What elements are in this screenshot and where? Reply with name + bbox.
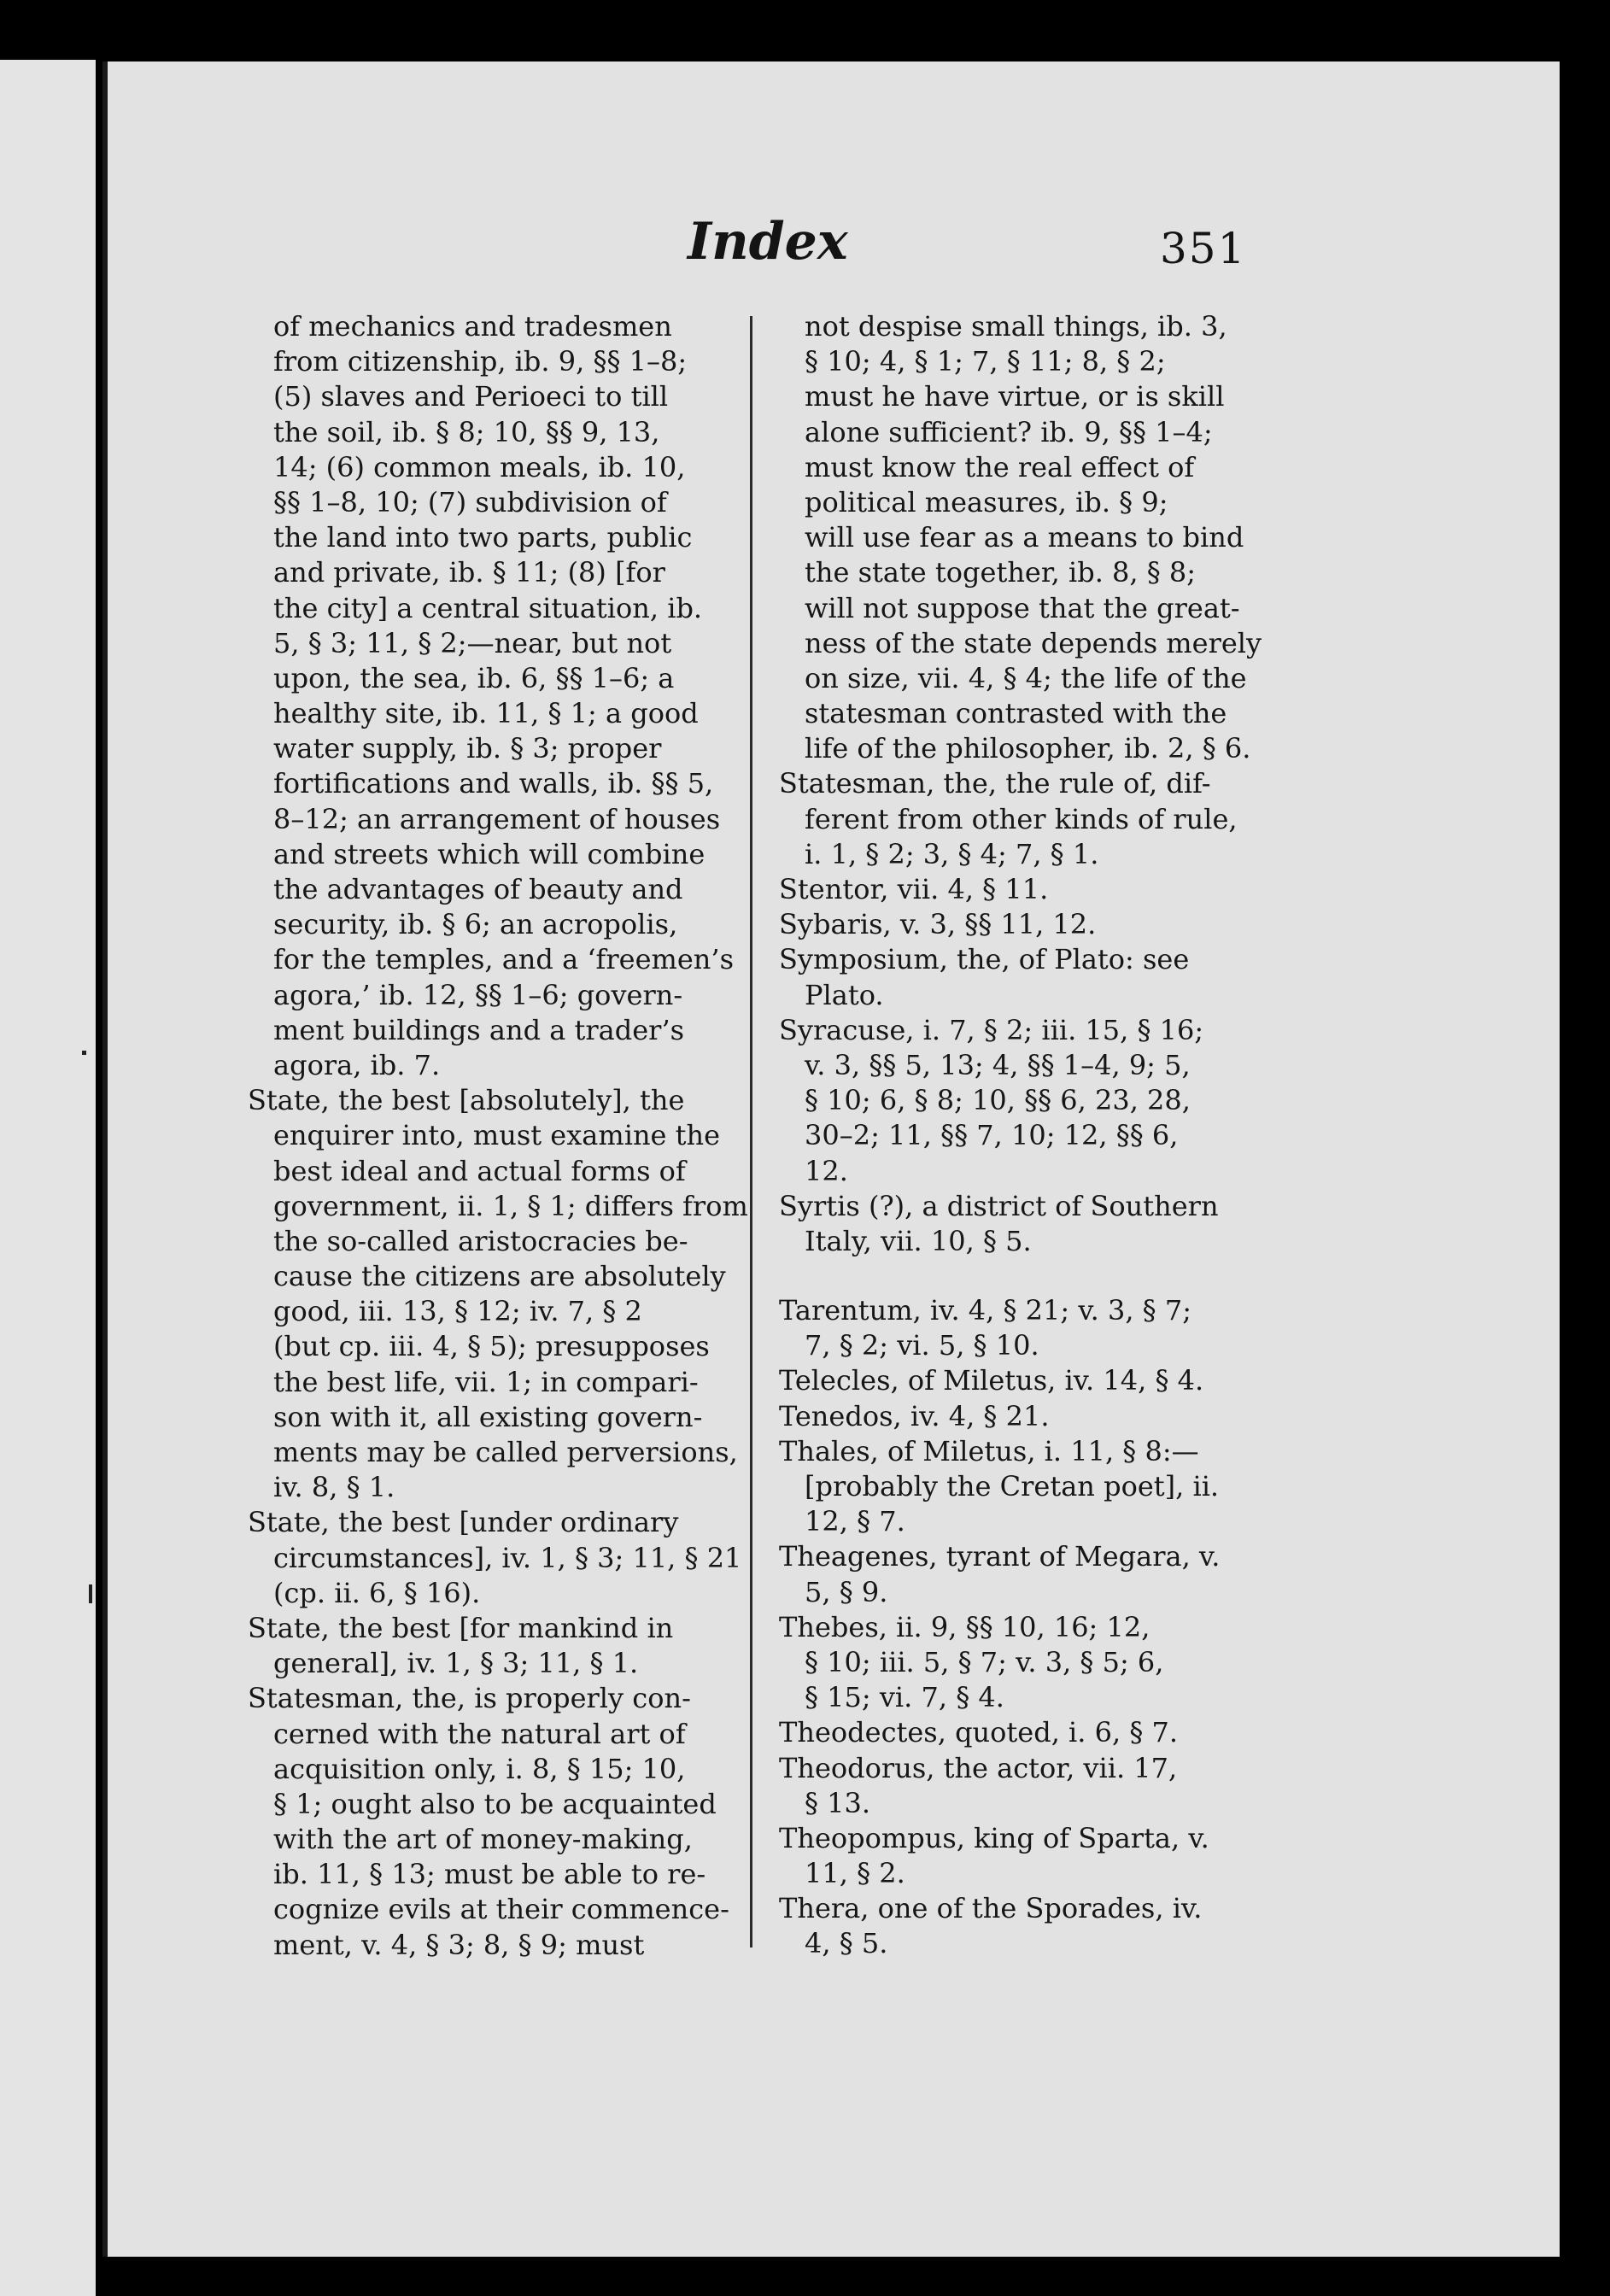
index-entry-continuation-line: security, ib. § 6; an acropolis,: [273, 908, 678, 941]
index-entry-continuation-line: 8–12; an arrangement of houses: [273, 802, 721, 835]
index-entry-headword-line: Syracuse, i. 7, § 2; iii. 15, § 16;: [779, 1013, 1204, 1046]
index-entry-continuation-line: cerned with the natural art of: [273, 1717, 686, 1750]
index-entry-continuation-line: ib. 11, § 13; must be able to re-: [273, 1858, 706, 1891]
index-entry-continuation-line: iv. 8, § 1.: [273, 1471, 395, 1504]
index-entry-continuation-line: on size, vii. 4, § 4; the life of the: [805, 661, 1247, 694]
index-entry-headword-line: State, the best [under ordinary: [248, 1506, 679, 1539]
index-entry-continuation-line: for the temples, and a ‘freemen’s: [273, 943, 734, 976]
index-entry-continuation-line: cognize evils at their commence-: [273, 1893, 729, 1926]
index-entry-continuation-line: 5, § 9.: [805, 1575, 888, 1608]
index-entry-headword-line: Theopompus, king of Sparta, v.: [779, 1821, 1209, 1854]
index-entry-continuation-line: will not suppose that the great-: [805, 591, 1240, 624]
index-entry-continuation-line: § 1; ought also to be acquainted: [273, 1787, 717, 1820]
index-entry-continuation-line: upon, the sea, ib. 6, §§ 1–6; a: [273, 661, 675, 694]
index-entry-continuation-line: general], iv. 1, § 3; 11, § 1.: [273, 1647, 639, 1680]
column-rule: [750, 316, 752, 1948]
index-entry-continuation-line: and streets which will combine: [273, 837, 705, 870]
index-entry-continuation-line: 5, § 3; 11, § 2;—near, but not: [273, 626, 672, 659]
index-entry-continuation-line: must he have virtue, or is skill: [805, 380, 1225, 413]
index-entry-continuation-line: fortifications and walls, ib. §§ 5,: [273, 767, 714, 800]
index-entry-continuation-line: water supply, ib. § 3; proper: [273, 732, 662, 765]
index-entry-continuation-line: § 10; 6, § 8; 10, §§ 6, 23, 28,: [805, 1084, 1191, 1117]
index-entry-headword-line: Stentor, vii. 4, § 11.: [779, 873, 1049, 905]
index-entry-headword-line: Sybaris, v. 3, §§ 11, 12.: [779, 908, 1097, 941]
index-entry-continuation-line: v. 3, §§ 5, 13; 4, §§ 1–4, 9; 5,: [805, 1048, 1191, 1081]
index-entry-continuation-line: the advantages of beauty and: [273, 873, 683, 905]
index-entry-headword-line: Syrtis (?), a district of Southern: [779, 1189, 1219, 1222]
index-entry-continuation-line: (but cp. iii. 4, § 5); presupposes: [273, 1330, 710, 1363]
index-entry-continuation-line: 12.: [805, 1154, 848, 1187]
index-entry-continuation-line: statesman contrasted with the: [805, 697, 1227, 730]
index-entry-continuation-line: 7, § 2; vi. 5, § 10.: [805, 1329, 1039, 1362]
index-entry-continuation-line: of mechanics and tradesmen: [273, 310, 672, 343]
index-entry-continuation-line: acquisition only, i. 8, § 15; 10,: [273, 1752, 686, 1785]
index-entry-continuation-line: ferent from other kinds of rule,: [805, 802, 1238, 835]
index-entry-continuation-line: § 10; 4, § 1; 7, § 11; 8, § 2;: [805, 345, 1166, 378]
index-entry-continuation-line: and private, ib. § 11; (8) [for: [273, 556, 665, 589]
index-entry-headword-line: Thebes, ii. 9, §§ 10, 16; 12,: [779, 1610, 1150, 1643]
index-entry-continuation-line: 4, § 5.: [805, 1927, 888, 1960]
index-entry-headword-line: Thales, of Miletus, i. 11, § 8:—: [779, 1434, 1199, 1467]
index-entry-continuation-line: 30–2; 11, §§ 7, 10; 12, §§ 6,: [805, 1119, 1179, 1152]
index-entry-headword-line: Symposium, the, of Plato: see: [779, 943, 1190, 976]
index-entry-headword-line: Tenedos, iv. 4, § 21.: [779, 1399, 1050, 1432]
facing-page-edge: [0, 60, 96, 2296]
index-entry-continuation-line: best ideal and actual forms of: [273, 1154, 686, 1187]
index-entry-continuation-line: life of the philosopher, ib. 2, § 6.: [805, 732, 1251, 765]
index-entry-continuation-line: § 10; iii. 5, § 7; v. 3, § 5; 6,: [805, 1645, 1164, 1678]
index-entry-continuation-line: will use fear as a means to bind: [805, 521, 1244, 554]
index-entry-continuation-line: enquirer into, must examine the: [273, 1119, 721, 1152]
index-entry-continuation-line: 14; (6) common meals, ib. 10,: [273, 450, 686, 483]
index-entry-headword-line: Statesman, the, the rule of, dif-: [779, 767, 1211, 800]
index-entry-continuation-line: must know the real effect of: [805, 450, 1195, 483]
index-entry-continuation-line: § 15; vi. 7, § 4.: [805, 1681, 1004, 1714]
margin-tick: [89, 1584, 92, 1603]
index-entry-continuation-line: with the art of money-making,: [273, 1823, 693, 1856]
index-entry-headword-line: Statesman, the, is properly con-: [248, 1682, 691, 1715]
index-entry-headword-line: Theodectes, quoted, i. 6, § 7.: [779, 1716, 1179, 1749]
index-entry-continuation-line: agora,’ ib. 12, §§ 1–6; govern-: [273, 978, 683, 1011]
index-entry-headword-line: Theodorus, the actor, vii. 17,: [779, 1751, 1178, 1784]
index-entry-continuation-line: 12, § 7.: [805, 1505, 905, 1538]
index-column-right: [779, 309, 1262, 1962]
index-entry-continuation-line: § 13.: [805, 1786, 871, 1819]
running-header-title: Index: [688, 212, 848, 272]
index-entry-continuation-line: [probably the Cretan poet], ii.: [805, 1470, 1220, 1502]
index-entry-continuation-line: son with it, all existing govern-: [273, 1400, 703, 1433]
index-entry-continuation-line: circumstances], iv. 1, § 3; 11, § 21: [273, 1541, 742, 1574]
index-entry-continuation-line: the land into two parts, public: [273, 521, 693, 554]
index-entry-continuation-line: (cp. ii. 6, § 16).: [273, 1576, 481, 1609]
index-entry-headword-line: Tarentum, iv. 4, § 21; v. 3, § 7;: [779, 1294, 1191, 1327]
index-entry-continuation-line: cause the citizens are absolutely: [273, 1260, 726, 1293]
index-entry-continuation-line: government, ii. 1, § 1; differs from: [273, 1189, 748, 1222]
index-entry-continuation-line: the city] a central situation, ib.: [273, 591, 703, 624]
index-entry-continuation-line: political measures, ib. § 9;: [805, 485, 1168, 518]
index-entry-continuation-line: alone sufficient? ib. 9, §§ 1–4;: [805, 415, 1213, 448]
index-entry-continuation-line: from citizenship, ib. 9, §§ 1–8;: [273, 345, 688, 378]
index-entry-continuation-line: the best life, vii. 1; in compari-: [273, 1365, 699, 1398]
index-entry-continuation-line: §§ 1–8, 10; (7) subdivision of: [273, 485, 667, 518]
index-entry-continuation-line: the soil, ib. § 8; 10, §§ 9, 13,: [273, 415, 660, 448]
index-entry-headword-line: Thera, one of the Sporades, iv.: [779, 1892, 1203, 1925]
index-entry-continuation-line: the state together, ib. 8, § 8;: [805, 556, 1197, 589]
index-entry-continuation-line: healthy site, ib. 11, § 1; a good: [273, 697, 699, 730]
index-entry-continuation-line: the so-called aristocracies be-: [273, 1224, 688, 1257]
entry-gap: [779, 1259, 1257, 1293]
index-entry-continuation-line: ments may be called perversions,: [273, 1436, 738, 1468]
index-entry-continuation-line: agora, ib. 7.: [273, 1048, 441, 1081]
index-entry-continuation-line: Plato.: [805, 978, 884, 1011]
margin-dot: [82, 1051, 86, 1055]
index-entry-continuation-line: Italy, vii. 10, § 5.: [805, 1224, 1032, 1257]
index-entry-continuation-line: not despise small things, ib. 3,: [805, 310, 1227, 343]
index-entry-headword-line: Theagenes, tyrant of Megara, v.: [779, 1540, 1221, 1573]
index-entry-continuation-line: 11, § 2.: [805, 1857, 905, 1890]
index-entry-continuation-line: ment buildings and a trader’s: [273, 1013, 685, 1046]
index-entry-headword-line: State, the best [for mankind in: [248, 1611, 674, 1644]
index-entry-continuation-line: good, iii. 13, § 12; iv. 7, § 2: [273, 1295, 642, 1328]
index-entry-continuation-line: ment, v. 4, § 3; 8, § 9; must: [273, 1928, 645, 1961]
index-entry-headword-line: Telecles, of Miletus, iv. 14, § 4.: [779, 1364, 1204, 1397]
index-entry-headword-line: State, the best [absolutely], the: [248, 1084, 685, 1117]
index-entry-continuation-line: i. 1, § 2; 3, § 4; 7, § 1.: [805, 837, 1099, 870]
page-number: 351: [1160, 224, 1247, 273]
index-entry-continuation-line: (5) slaves and Perioeci to till: [273, 380, 669, 413]
index-entry-continuation-line: ness of the state depends merely: [805, 626, 1262, 659]
index-column-left: [248, 309, 748, 1963]
